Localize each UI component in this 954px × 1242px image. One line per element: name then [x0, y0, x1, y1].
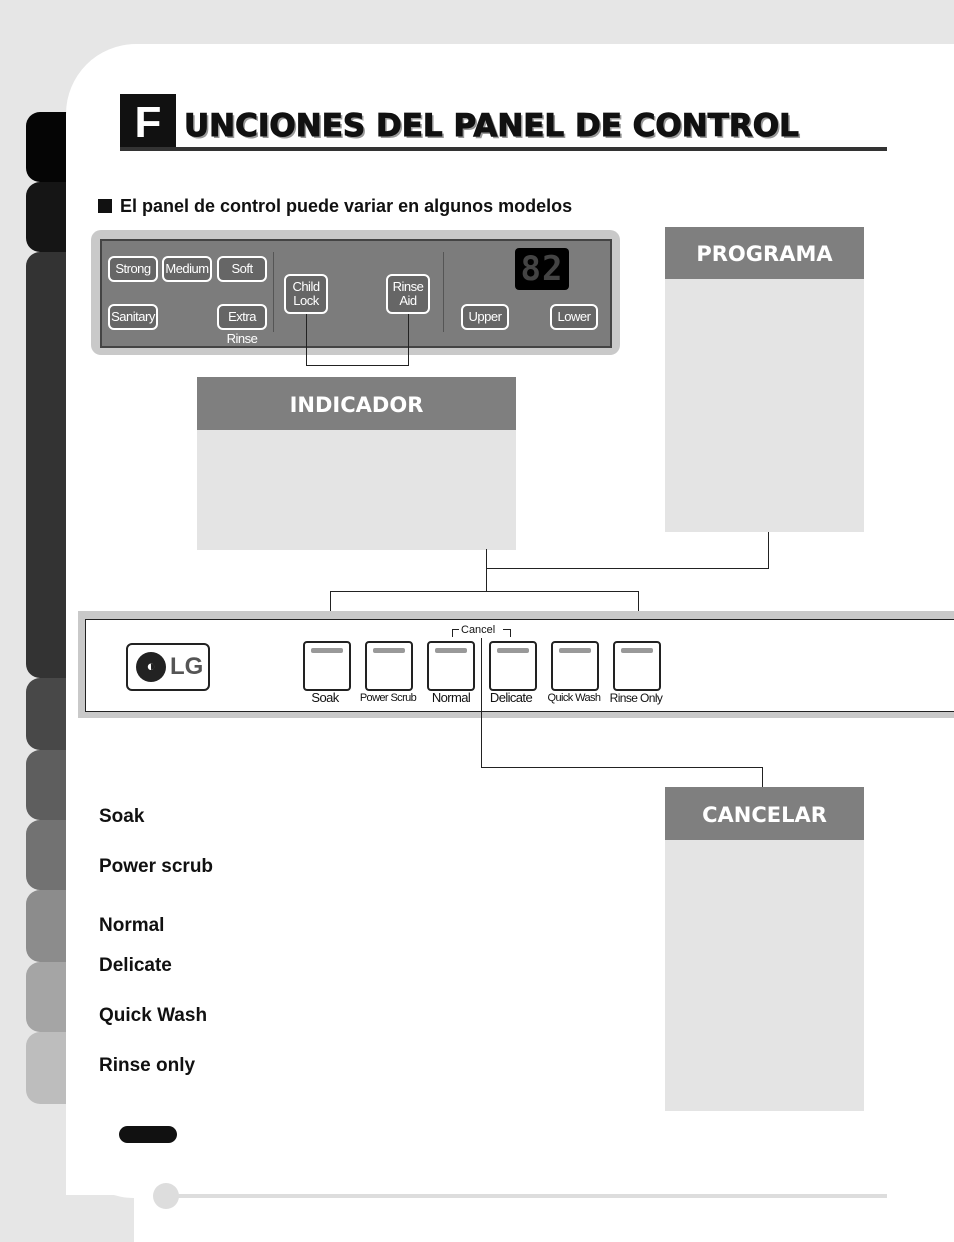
program-quick-wash: Quick Wash [99, 1005, 208, 1026]
rinse-aid-label-2: Aid [399, 293, 417, 308]
footer-rule [166, 1194, 887, 1198]
section-tab-2[interactable] [26, 182, 68, 252]
rinse-only-label: Rinse Only [609, 691, 663, 705]
page-number-pill [119, 1126, 177, 1143]
quick-wash-label: Quick Wash [547, 692, 601, 704]
child-lock-label-2: Lock [293, 293, 319, 308]
page-title: UNCIONES DEL PANEL DE CONTROL [184, 108, 799, 144]
lg-logo-icon: ◐ [136, 652, 166, 682]
title-rule [120, 147, 887, 151]
normal-button[interactable] [427, 641, 475, 691]
indicador-header: INDICADOR [197, 377, 516, 430]
soak-label: Soak [311, 690, 339, 705]
programa-header: PROGRAMA [665, 227, 864, 279]
cancel-label: Cancel [461, 624, 496, 636]
programa-body [665, 279, 864, 532]
quick-wash-button[interactable] [551, 641, 599, 691]
section-tab-1[interactable] [26, 112, 68, 182]
cancel-bracket [510, 629, 511, 637]
connector-line [481, 767, 763, 768]
lg-logo [126, 643, 210, 691]
upper-button[interactable]: Upper [461, 304, 509, 330]
footer-dot [153, 1183, 179, 1209]
sanitary-button[interactable]: Sanitary [108, 304, 158, 330]
power-scrub-button[interactable] [365, 641, 413, 691]
cancelar-header: CANCELAR [665, 787, 864, 840]
rinse-only-button[interactable] [613, 641, 661, 691]
normal-label: Normal [431, 690, 471, 705]
medium-button[interactable]: Medium [162, 256, 212, 282]
lg-logo-text: LG [170, 653, 204, 680]
soak-led [311, 648, 343, 653]
program-delicate: Delicate [99, 955, 172, 976]
section-tab-3[interactable] [26, 252, 68, 678]
title-initial: F [120, 94, 176, 150]
lower-button[interactable]: Lower [550, 304, 598, 330]
strong-button[interactable]: Strong [108, 256, 158, 282]
program-normal: Normal [99, 915, 165, 936]
rinse-aid-label-1: Rinse [392, 279, 424, 294]
quick-wash-led [559, 648, 591, 653]
cancel-bracket [503, 629, 510, 630]
cancelar-body [665, 840, 864, 1111]
panel-note-text: El panel de control puede variar en algunos modelos [120, 196, 573, 216]
power-scrub-led [373, 648, 405, 653]
rinse-aid-button[interactable] [386, 274, 430, 314]
extra-rinse-button[interactable]: Extra Rinse [217, 304, 267, 330]
section-tab-5[interactable] [26, 750, 68, 820]
section-tab-6[interactable] [26, 820, 68, 890]
connector-line [306, 365, 409, 366]
connector-line [486, 568, 769, 569]
delicate-button[interactable] [489, 641, 537, 691]
connector-line [408, 314, 409, 366]
program-soak: Soak [99, 806, 145, 827]
cancel-bracket [452, 629, 459, 630]
program-power-scrub: Power scrub [99, 856, 214, 877]
bullet-square-icon [98, 199, 112, 213]
delicate-label: Delicate [489, 690, 533, 705]
delicate-led [497, 648, 529, 653]
section-tab-8[interactable] [26, 962, 68, 1032]
program-rinse-only: Rinse only [99, 1055, 196, 1076]
connector-line [306, 314, 307, 366]
panel-divider-right [443, 252, 444, 332]
soft-button[interactable]: Soft [217, 256, 267, 282]
soak-button[interactable] [303, 641, 351, 691]
connector-line [768, 532, 769, 569]
connector-line [481, 638, 482, 768]
child-lock-label-1: Child [292, 279, 320, 294]
section-tab-4[interactable] [26, 678, 68, 750]
rinse-only-led [621, 648, 653, 653]
page-corner [66, 1195, 134, 1242]
power-scrub-label: Power Scrub [359, 692, 417, 704]
panel-note [98, 196, 572, 217]
section-tab-7[interactable] [26, 890, 68, 962]
indicador-body [197, 430, 516, 550]
connector-line [762, 767, 763, 788]
panel-divider-left [273, 252, 274, 332]
connector-line [486, 549, 487, 592]
section-tab-9[interactable] [26, 1032, 68, 1104]
digit-display: 82 [515, 248, 569, 290]
normal-led [435, 648, 467, 653]
child-lock-button[interactable] [284, 274, 328, 314]
cancel-bracket [452, 629, 453, 637]
connector-line [330, 591, 639, 592]
